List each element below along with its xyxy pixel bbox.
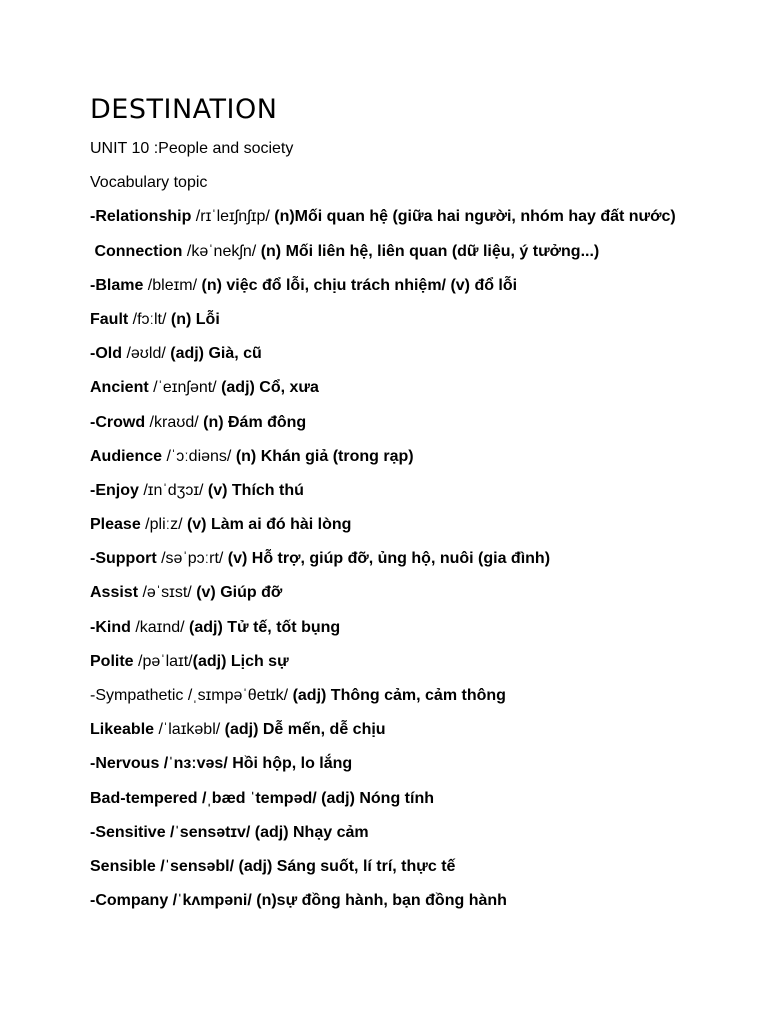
vocab-entry — [90, 269, 750, 303]
vocab-ipa: /kaɪnd/ — [130, 618, 190, 636]
vocab-meaning: (v) Thích thú — [207, 481, 304, 499]
vocab-ipa: /kəˈnekʃn/ — [182, 242, 261, 260]
vocab-entry — [90, 371, 750, 405]
vocab-ipa: /ˈlaɪkəbl/ — [154, 721, 225, 739]
vocab-entry — [90, 645, 750, 679]
vocab-word: Ancient — [90, 379, 149, 397]
vocab-word: Please — [90, 516, 141, 534]
vocab-word: -Support — [90, 550, 157, 568]
vocab-meaning: (n)Mối quan hệ (giữa hai người, nhóm hay đất nước) — [274, 208, 676, 226]
vocab-entry — [90, 235, 750, 269]
unit-heading: UNIT 10 :People and society — [90, 140, 294, 157]
vocab-meaning: (v) Giúp đỡ — [196, 584, 283, 602]
vocab-meaning: (adj) Thông cảm, cảm thông — [292, 687, 506, 704]
vocab-word: -Old — [90, 345, 122, 363]
vocab-meaning: (adj) Dễ mến, dễ chịu — [224, 721, 386, 739]
vocab-meaning: (n) Đám đông — [203, 413, 307, 431]
vocab-entry: -Nervous /ˈnɜːvəs/ Hồi hộp, lo lắng — [90, 755, 353, 773]
document-title: DESTINATION — [90, 94, 278, 125]
vocab-ipa: /fɔːlt/ — [128, 310, 171, 328]
vocab-entry — [90, 611, 750, 645]
vocab-entry — [90, 303, 750, 337]
vocab-word: -Blame — [90, 276, 144, 294]
vocab-word: Assist — [90, 584, 139, 602]
vocab-ipa: /əˈsɪst/ — [138, 584, 197, 602]
vocab-ipa: /pliːz/ — [140, 516, 187, 534]
vocab-ipa: /kraʊd/ — [145, 413, 204, 431]
vocab-ipa: /ˈɔːdiəns/ — [162, 447, 236, 465]
vocab-entry: -Sensitive /ˈsensətɪv/ (adj) Nhạy cảm — [90, 823, 369, 841]
vocab-meaning: (v) Hỗ trợ, giúp đỡ, ủng hộ, nuôi (gia đình) — [227, 550, 551, 568]
vocab-entry — [90, 542, 750, 576]
vocab-entry — [90, 508, 750, 542]
vocab-meaning: (adj) Tử tế, tốt bụng — [189, 618, 341, 636]
vocab-word: Fault — [90, 310, 129, 328]
vocab-ipa: /pəˈlaɪt/ — [133, 652, 193, 670]
vocab-entry: Sensible /ˈsensəbl/ (adj) Sáng suốt, lí trí, thực tế — [90, 857, 456, 875]
vocab-word: Likeable — [90, 721, 155, 739]
vocab-meaning: (v) Làm ai đó hài lòng — [186, 516, 352, 534]
vocab-ipa: /ˌsɪmpəˈθetɪk/ — [183, 687, 293, 704]
vocab-word: Connection — [90, 242, 183, 260]
vocab-ipa: /əʊld/ — [122, 345, 171, 363]
vocab-word: -Relationship — [90, 208, 192, 226]
vocab-entry: -Company /ˈkʌmpəni/ (n)sự đồng hành, bạn đồng hành — [90, 892, 507, 910]
topic-heading: Vocabulary topic — [90, 174, 208, 192]
vocab-meaning: (n) Khán giả (trong rạp) — [235, 447, 414, 465]
vocab-entry — [90, 440, 750, 474]
vocab-word: -Enjoy — [90, 481, 139, 499]
vocab-ipa: /rɪˈleɪʃnʃɪp/ — [191, 208, 275, 226]
vocab-word: -Sympathetic — [90, 687, 184, 704]
vocab-meaning: (n) việc đổ lỗi, chịu trách nhiệm/ (v) đổ lỗi — [201, 276, 518, 294]
vocab-entry — [90, 713, 750, 747]
vocab-entry — [90, 200, 750, 234]
vocab-entry — [90, 679, 750, 713]
vocab-word: -Crowd — [90, 413, 146, 431]
vocab-ipa: /ˈeɪnʃənt/ — [148, 379, 222, 397]
vocab-entry: Bad-tempered /ˌbæd ˈtempəd/ (adj) Nóng tính — [90, 789, 434, 807]
vocab-word: Polite — [90, 652, 134, 670]
vocab-ipa: /səˈpɔːrt/ — [156, 550, 228, 568]
vocab-meaning: (n) Lỗi — [170, 310, 220, 328]
vocab-ipa: /bleɪm/ — [143, 276, 202, 294]
vocab-meaning: (adj) Lịch sự — [192, 652, 289, 670]
vocab-entry — [90, 474, 750, 508]
vocab-meaning: (adj) Già, cũ — [170, 345, 262, 363]
vocab-entry — [90, 406, 750, 440]
vocab-ipa: /ɪnˈdʒɔɪ/ — [138, 481, 208, 499]
vocab-word: Audience — [90, 447, 163, 465]
vocab-meaning: (n) Mối liên hệ, liên quan (dữ liệu, ý tưởng...) — [260, 242, 600, 260]
vocab-entry — [90, 576, 750, 610]
vocab-word: -Kind — [90, 618, 131, 636]
document-page — [90, 92, 750, 918]
vocab-meaning: (adj) Cổ, xưa — [221, 379, 319, 397]
vocab-entry — [90, 337, 750, 371]
